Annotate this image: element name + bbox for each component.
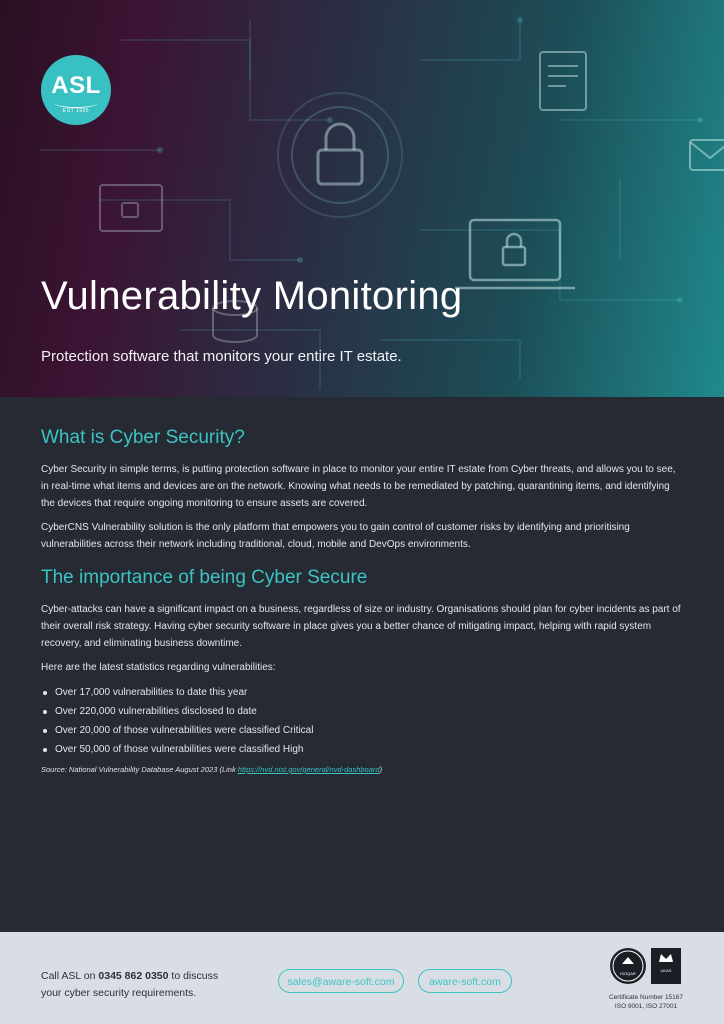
main-content xyxy=(41,427,681,774)
logo-text: ASL xyxy=(51,72,101,99)
list-item-text: Over 50,000 of those vulnerabilities were classified High xyxy=(55,744,304,755)
bullet-icon xyxy=(43,748,47,752)
call-to-action xyxy=(41,968,241,1002)
nvd-dashboard-link[interactable]: https://nvd.nist.gov/general/nvd-dashboard xyxy=(237,765,380,774)
logo-arc xyxy=(55,99,97,108)
padlock-icon xyxy=(318,124,362,184)
logo-est: EST 1995 xyxy=(62,108,90,114)
website-button[interactable]: aware-soft.com xyxy=(418,969,512,993)
footer xyxy=(0,932,724,1024)
email-button[interactable]: sales@aware-soft.com xyxy=(278,969,404,993)
call-suffix: to discuss your cyber security requirements. xyxy=(41,970,219,999)
circuit-background xyxy=(0,0,724,397)
list-item-text: Over 220,000 vulnerabilities disclosed to date xyxy=(55,706,257,717)
source-suffix: ) xyxy=(379,765,383,774)
source-prefix: Source: National Vulnerability Database August 2023 (Link xyxy=(41,765,238,774)
certification-badges xyxy=(610,948,682,984)
document-lock-icon xyxy=(540,52,586,110)
certificate-number: Certificate Number 15167 xyxy=(608,994,684,1001)
call-prefix: Call ASL on xyxy=(41,970,99,982)
certificate-info xyxy=(596,993,696,1011)
asl-logo xyxy=(41,55,111,125)
list-item xyxy=(41,721,681,740)
isoqar-badge-label: ISOQAR xyxy=(620,971,636,976)
source-note xyxy=(41,765,681,774)
section-heading-what-is: What is Cyber Security? xyxy=(41,427,245,448)
list-item-text: Over 17,000 vulnerabilities to date this year xyxy=(55,687,248,698)
bullet-icon xyxy=(43,691,47,695)
hero-banner xyxy=(0,0,724,397)
phone-number[interactable]: 0345 862 0350 xyxy=(98,970,169,982)
paragraph: CyberCNS Vulnerability solution is the only platform that empowers you to gain control of customer risks by identifying and prioritising vulnerabilities across their network including traditional, cloud, mobile and DevOps environments. xyxy=(41,522,630,550)
mail-icon xyxy=(690,140,724,170)
isoqar-seal-icon xyxy=(610,948,646,984)
paragraph: Cyber-attacks can have a significant impact on a business, regardless of size or industry. Organisations should plan for cyber incidents as part of their overall risk strategy. Having cyber security software in place gives you a better chance of mitigating impact, helping with rapid system recovery, and eliminating business downtime. xyxy=(41,604,681,649)
paragraph: Cyber Security in simple terms, is putting protection software in place to monitor your entire IT estate from Cyber threats, and allows you to see, in real-time what items and devices are on the network. Knowing what needs to be remediated by patching, quarantining items, and identifying the devices that require ongoing monitoring to ensure assets are covered. xyxy=(41,464,676,509)
list-item-text: Over 20,000 of those vulnerabilities were classified Critical xyxy=(55,725,314,736)
page-title: Vulnerability Monitoring xyxy=(41,274,463,318)
stats-list xyxy=(41,683,681,759)
bullet-icon xyxy=(43,729,47,733)
list-item xyxy=(41,740,681,759)
ukas-badge-icon xyxy=(651,948,681,984)
isoqar-badge-icon xyxy=(610,948,646,984)
page-tagline: Protection software that monitors your entire IT estate. xyxy=(41,348,402,365)
list-item xyxy=(41,683,681,702)
section-heading-importance: The importance of being Cyber Secure xyxy=(41,567,368,588)
section-importance xyxy=(41,567,681,774)
list-item xyxy=(41,702,681,721)
ukas-crown-icon xyxy=(651,948,681,984)
ukas-badge-label: UKAS xyxy=(660,968,672,973)
paragraph: Here are the latest statistics regarding vulnerabilities: xyxy=(41,662,276,673)
screen-lock-icon xyxy=(100,185,162,231)
certificate-standards: ISO 9001, ISO 27001 xyxy=(614,1003,678,1010)
bullet-icon xyxy=(43,710,47,714)
